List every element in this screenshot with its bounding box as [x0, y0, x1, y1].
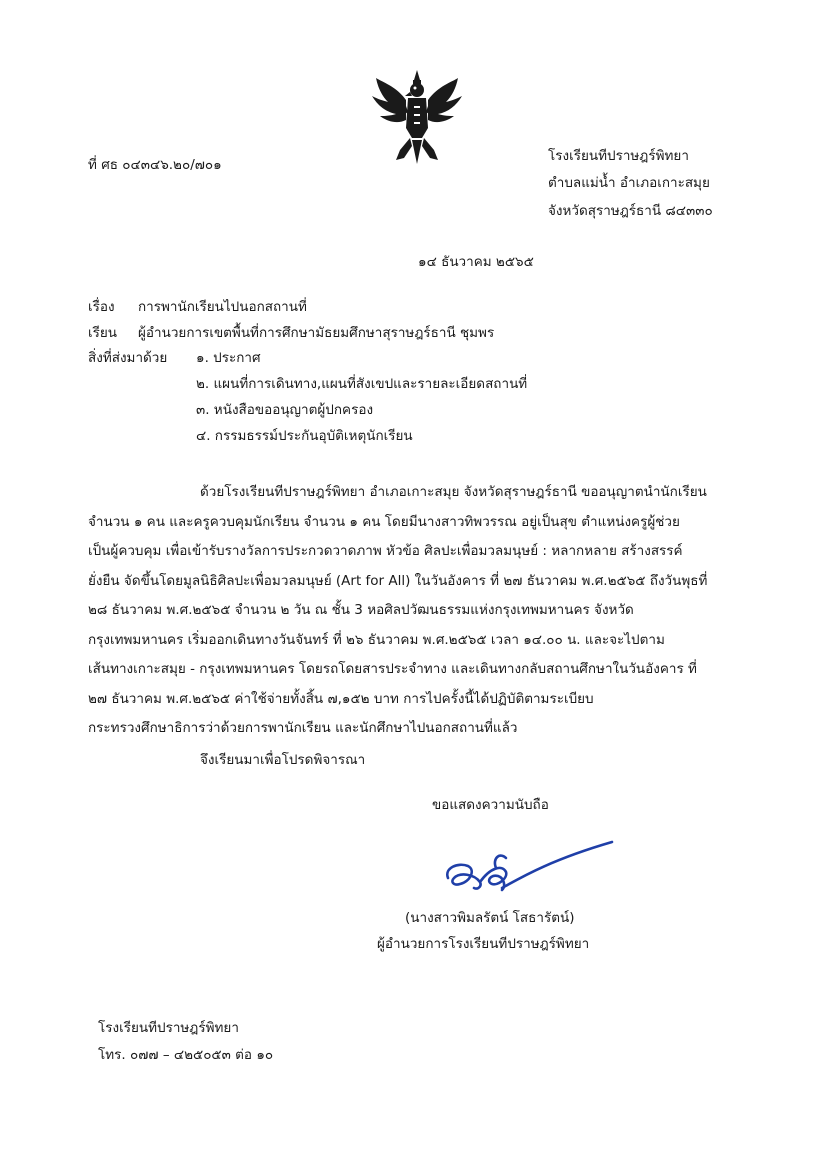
school-subdistrict: ตำบลแม่น้ำ อำเภอเกาะสมุย: [548, 175, 710, 191]
body-line: ๒๘ ธันวาคม พ.ศ.๒๕๖๕ จำนวน ๒ วัน ณ ชั้น 3 หอศิลปวัฒนธรรมแห่งกรุงเทพมหานคร จังหวัด: [88, 602, 634, 618]
closing-request: จึงเรียนมาเพื่อโปรดพิจารณา: [200, 752, 366, 768]
enclosure-item: ๓. หนังสือขออนุญาตผู้ปกครอง: [196, 402, 374, 418]
body-line: จำนวน ๑ คน และครูควบคุมนักเรียน จำนวน ๑ คน โดยมีนางสาวทิพวรรณ อยู่เป็นสุข ตำแหน่งครูผู้ช่วย: [88, 513, 680, 530]
body-line: ๒๗ ธันวาคม พ.ศ.๒๕๖๕ ค่าใช้จ่ายทั้งสิ้น ๗,๑๕๒ บาท การไปครั้งนี้ได้ปฏิบัติตามระเบียบ: [88, 690, 594, 707]
footer-phone: โทร. ๐๗๗ – ๔๒๕๐๕๓ ต่อ ๑๐: [98, 1047, 274, 1063]
school-name: โรงเรียนทีปราษฎร์พิทยา: [548, 148, 689, 164]
school-province: จังหวัดสุราษฎร์ธานี ๘๔๓๓๐: [548, 203, 713, 219]
body-line: กระทรวงศึกษาธิการว่าด้วยการพานักเรียน และนักศึกษาไปนอกสถานที่แล้ว: [88, 720, 518, 736]
letter-date: ๑๔ ธันวาคม ๒๕๖๕: [418, 254, 534, 270]
to-label: เรียน: [88, 325, 118, 341]
footer-school: โรงเรียนทีปราษฎร์พิทยา: [98, 1020, 239, 1036]
handwritten-signature: [440, 838, 620, 900]
body-paragraph: [88, 478, 728, 744]
body-line: ยั่งยืน จัดขึ้นโดยมูลนิธิศิลปะเพื่อมวลมนุษย์ (Art for All) ในวันอังคาร ที่ ๒๗ ธันวาคม พ.ศ.๒๕๖๕ ถึงวันพุธที่: [88, 572, 708, 589]
garuda-emblem-icon: [368, 66, 466, 166]
subject-text: การพานักเรียนไปนอกสถานที่: [138, 299, 307, 315]
subject-label: เรื่อง: [88, 299, 115, 315]
enclosure-item: ๔. กรรมธรรม์ประกันอุบัติเหตุนักเรียน: [196, 428, 413, 444]
closing: ขอแสดงความนับถือ: [432, 797, 549, 813]
to-text: ผู้อำนวยการเขตพื้นที่การศึกษามัธยมศึกษาสุราษฎร์ธานี ชุมพร: [138, 325, 495, 341]
body-line: กรุงเทพมหานคร เริ่มออกเดินทางวันจันทร์ ที่ ๒๖ ธันวาคม พ.ศ.๒๕๖๕ เวลา ๑๔.๐๐ น. และจะไปตาม: [88, 631, 665, 648]
signer-title: ผู้อำนวยการโรงเรียนทีปราษฎร์พิทยา: [377, 936, 590, 952]
enclosures-label: สิ่งที่ส่งมาด้วย: [88, 350, 168, 366]
signer-name: (นางสาวพิมลรัตน์ โสธารัตน์): [405, 910, 575, 926]
body-line: ด้วยโรงเรียนทีปราษฎร์พิทยา อำเภอเกาะสมุย จังหวัดสุราษฎร์ธานี ขออนุญาตนำนักเรียน: [200, 484, 707, 500]
body-line: เป็นผู้ควบคุม เพื่อเข้ารับรางวัลการประกวดวาดภาพ หัวข้อ ศิลปะเพื่อมวลมนุษย์ : หลากหลาย สร้างสรรค์: [88, 543, 683, 559]
enclosure-item: ๑. ประกาศ: [196, 350, 261, 366]
body-line: เส้นทางเกาะสมุย - กรุงเทพมหานคร โดยรถโดยสารประจำทาง และเดินทางกลับสถานศึกษาในวันอังคาร ที่: [88, 661, 697, 677]
enclosure-item: ๒. แผนที่การเดินทาง,แผนที่สังเขปและรายละเอียดสถานที่: [196, 376, 528, 392]
reference-number: ที่ ศธ ๐๔๓๔๖.๒๐/๗๐๑: [88, 157, 222, 173]
